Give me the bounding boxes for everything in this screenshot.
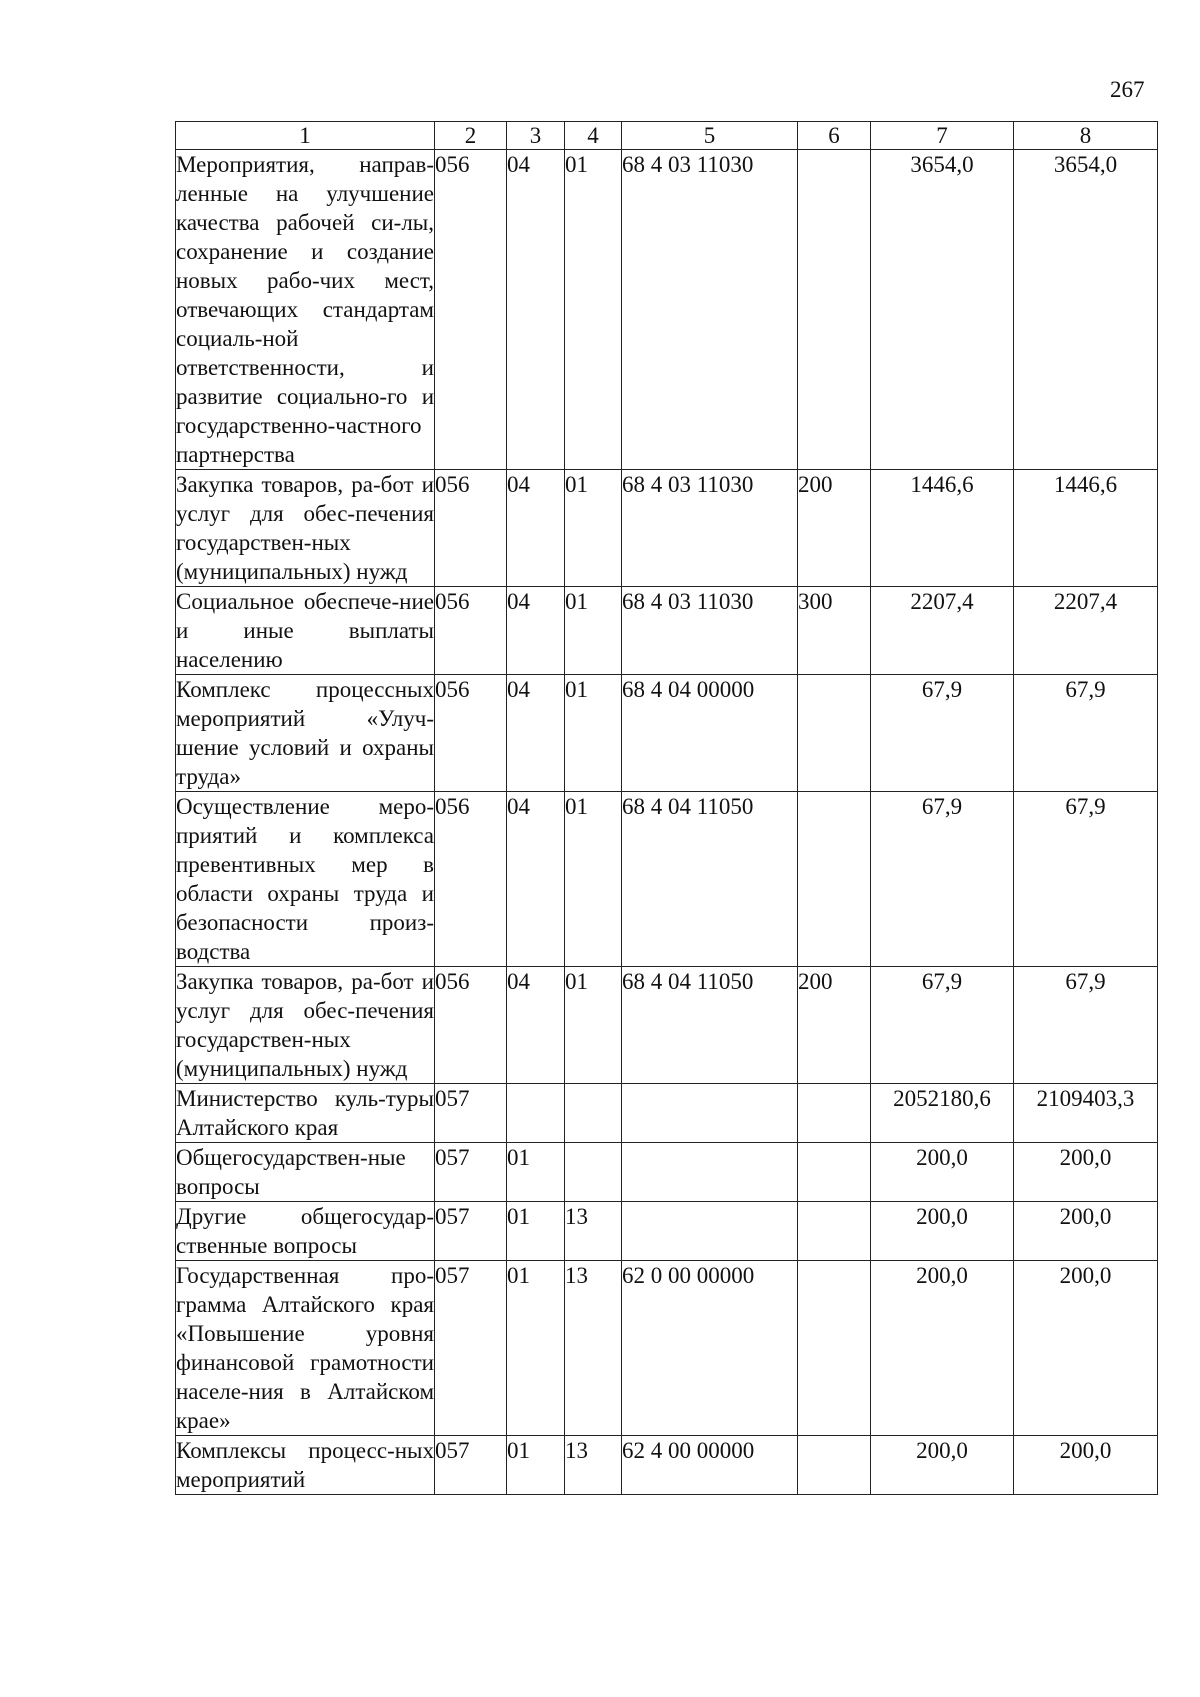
amount-year-1: 2052180,6 [871, 1084, 1014, 1143]
item-name: Комплексы процесс-ных мероприятий [176, 1436, 435, 1495]
item-name: Закупка товаров, ра-бот и услуг для обес-печения государствен-ных (муниципальных) нужд [176, 967, 435, 1084]
item-name: Закупка товаров, ра-бот и услуг для обес-печения государствен-ных (муниципальных) нужд [176, 470, 435, 587]
target-article-code: 68 4 04 11050 [622, 967, 798, 1084]
target-article-code: 68 4 03 11030 [622, 470, 798, 587]
target-article-code: 68 4 04 00000 [622, 675, 798, 792]
item-name: Государственная про-грамма Алтайского края «Повышение уровня финансовой грамотности населе-ния в Алтайском крае» [176, 1261, 435, 1436]
amount-year-1: 200,0 [871, 1436, 1014, 1495]
header-col-4: 4 [565, 122, 622, 150]
admin-code: 057 [435, 1261, 507, 1436]
target-article-code: 68 4 03 11030 [622, 587, 798, 675]
table-row [176, 1143, 1158, 1202]
admin-code: 056 [435, 587, 507, 675]
admin-code: 057 [435, 1202, 507, 1261]
amount-year-2: 2109403,3 [1014, 1084, 1158, 1143]
item-name: Социальное обеспече-ние и иные выплаты населению [176, 587, 435, 675]
expense-type-code [798, 1436, 871, 1495]
admin-code: 056 [435, 792, 507, 967]
amount-year-2: 1446,6 [1014, 470, 1158, 587]
target-article-code [622, 1143, 798, 1202]
item-name: Комплекс процессных мероприятий «Улуч-шение условий и охраны труда» [176, 675, 435, 792]
table-row [176, 1436, 1158, 1495]
admin-code: 057 [435, 1084, 507, 1143]
amount-year-2: 3654,0 [1014, 150, 1158, 470]
table-row [176, 1261, 1158, 1436]
amount-year-1: 2207,4 [871, 587, 1014, 675]
admin-code: 056 [435, 675, 507, 792]
subsection-code: 01 [565, 792, 622, 967]
header-col-8: 8 [1014, 122, 1158, 150]
admin-code: 057 [435, 1143, 507, 1202]
amount-year-2: 200,0 [1014, 1143, 1158, 1202]
section-code: 01 [507, 1261, 565, 1436]
section-code: 04 [507, 150, 565, 470]
amount-year-2: 200,0 [1014, 1436, 1158, 1495]
header-col-7: 7 [871, 122, 1014, 150]
amount-year-2: 200,0 [1014, 1202, 1158, 1261]
table-header-row [176, 122, 1158, 150]
amount-year-1: 67,9 [871, 792, 1014, 967]
expense-type-code [798, 150, 871, 470]
amount-year-2: 67,9 [1014, 675, 1158, 792]
table-row [176, 675, 1158, 792]
table-row [176, 967, 1158, 1084]
subsection-code: 13 [565, 1261, 622, 1436]
section-code: 04 [507, 675, 565, 792]
expense-type-code: 200 [798, 967, 871, 1084]
amount-year-1: 200,0 [871, 1143, 1014, 1202]
amount-year-1: 200,0 [871, 1261, 1014, 1436]
table-row [176, 1202, 1158, 1261]
header-col-2: 2 [435, 122, 507, 150]
amount-year-2: 67,9 [1014, 792, 1158, 967]
amount-year-2: 2207,4 [1014, 587, 1158, 675]
budget-table [175, 121, 1158, 1495]
section-code: 04 [507, 792, 565, 967]
section-code [507, 1084, 565, 1143]
target-article-code [622, 1202, 798, 1261]
expense-type-code: 200 [798, 470, 871, 587]
amount-year-1: 1446,6 [871, 470, 1014, 587]
item-name: Общегосударствен-ные вопросы [176, 1143, 435, 1202]
target-article-code: 68 4 03 11030 [622, 150, 798, 470]
expense-type-code [798, 1084, 871, 1143]
target-article-code: 62 4 00 00000 [622, 1436, 798, 1495]
table-row [176, 150, 1158, 470]
expense-type-code [798, 792, 871, 967]
expense-type-code [798, 1261, 871, 1436]
header-col-6: 6 [798, 122, 871, 150]
expense-type-code [798, 1143, 871, 1202]
amount-year-1: 200,0 [871, 1202, 1014, 1261]
target-article-code: 68 4 04 11050 [622, 792, 798, 967]
admin-code: 056 [435, 150, 507, 470]
page-number: 267 [1110, 77, 1145, 102]
subsection-code: 01 [565, 967, 622, 1084]
item-name: Министерство куль-туры Алтайского края [176, 1084, 435, 1143]
admin-code: 056 [435, 967, 507, 1084]
amount-year-1: 67,9 [871, 675, 1014, 792]
table-row [176, 1084, 1158, 1143]
section-code: 04 [507, 470, 565, 587]
table-row [176, 587, 1158, 675]
table-row [176, 792, 1158, 967]
subsection-code: 13 [565, 1436, 622, 1495]
admin-code: 057 [435, 1436, 507, 1495]
amount-year-2: 67,9 [1014, 967, 1158, 1084]
amount-year-2: 200,0 [1014, 1261, 1158, 1436]
header-col-3: 3 [507, 122, 565, 150]
subsection-code: 01 [565, 470, 622, 587]
subsection-code [565, 1143, 622, 1202]
amount-year-1: 3654,0 [871, 150, 1014, 470]
expense-type-code [798, 675, 871, 792]
subsection-code [565, 1084, 622, 1143]
subsection-code: 01 [565, 150, 622, 470]
section-code: 01 [507, 1202, 565, 1261]
expense-type-code [798, 1202, 871, 1261]
section-code: 01 [507, 1436, 565, 1495]
item-name: Мероприятия, направ-ленные на улучшение качества рабочей си-лы, сохранение и создание новых рабо-чих мест, отвечающих стандартам социаль-ной ответственности, и развитие социально-го и государственно-частного партнерства [176, 150, 435, 470]
header-col-5: 5 [622, 122, 798, 150]
section-code: 04 [507, 967, 565, 1084]
subsection-code: 01 [565, 587, 622, 675]
item-name: Осуществление меро-приятий и комплекса превентивных мер в области охраны труда и безопасности произ-водства [176, 792, 435, 967]
table-body [176, 150, 1158, 1495]
subsection-code: 01 [565, 675, 622, 792]
header-col-1: 1 [176, 122, 435, 150]
subsection-code: 13 [565, 1202, 622, 1261]
admin-code: 056 [435, 470, 507, 587]
target-article-code: 62 0 00 00000 [622, 1261, 798, 1436]
target-article-code [622, 1084, 798, 1143]
item-name: Другие общегосудар-ственные вопросы [176, 1202, 435, 1261]
amount-year-1: 67,9 [871, 967, 1014, 1084]
section-code: 04 [507, 587, 565, 675]
table-row [176, 470, 1158, 587]
expense-type-code: 300 [798, 587, 871, 675]
section-code: 01 [507, 1143, 565, 1202]
